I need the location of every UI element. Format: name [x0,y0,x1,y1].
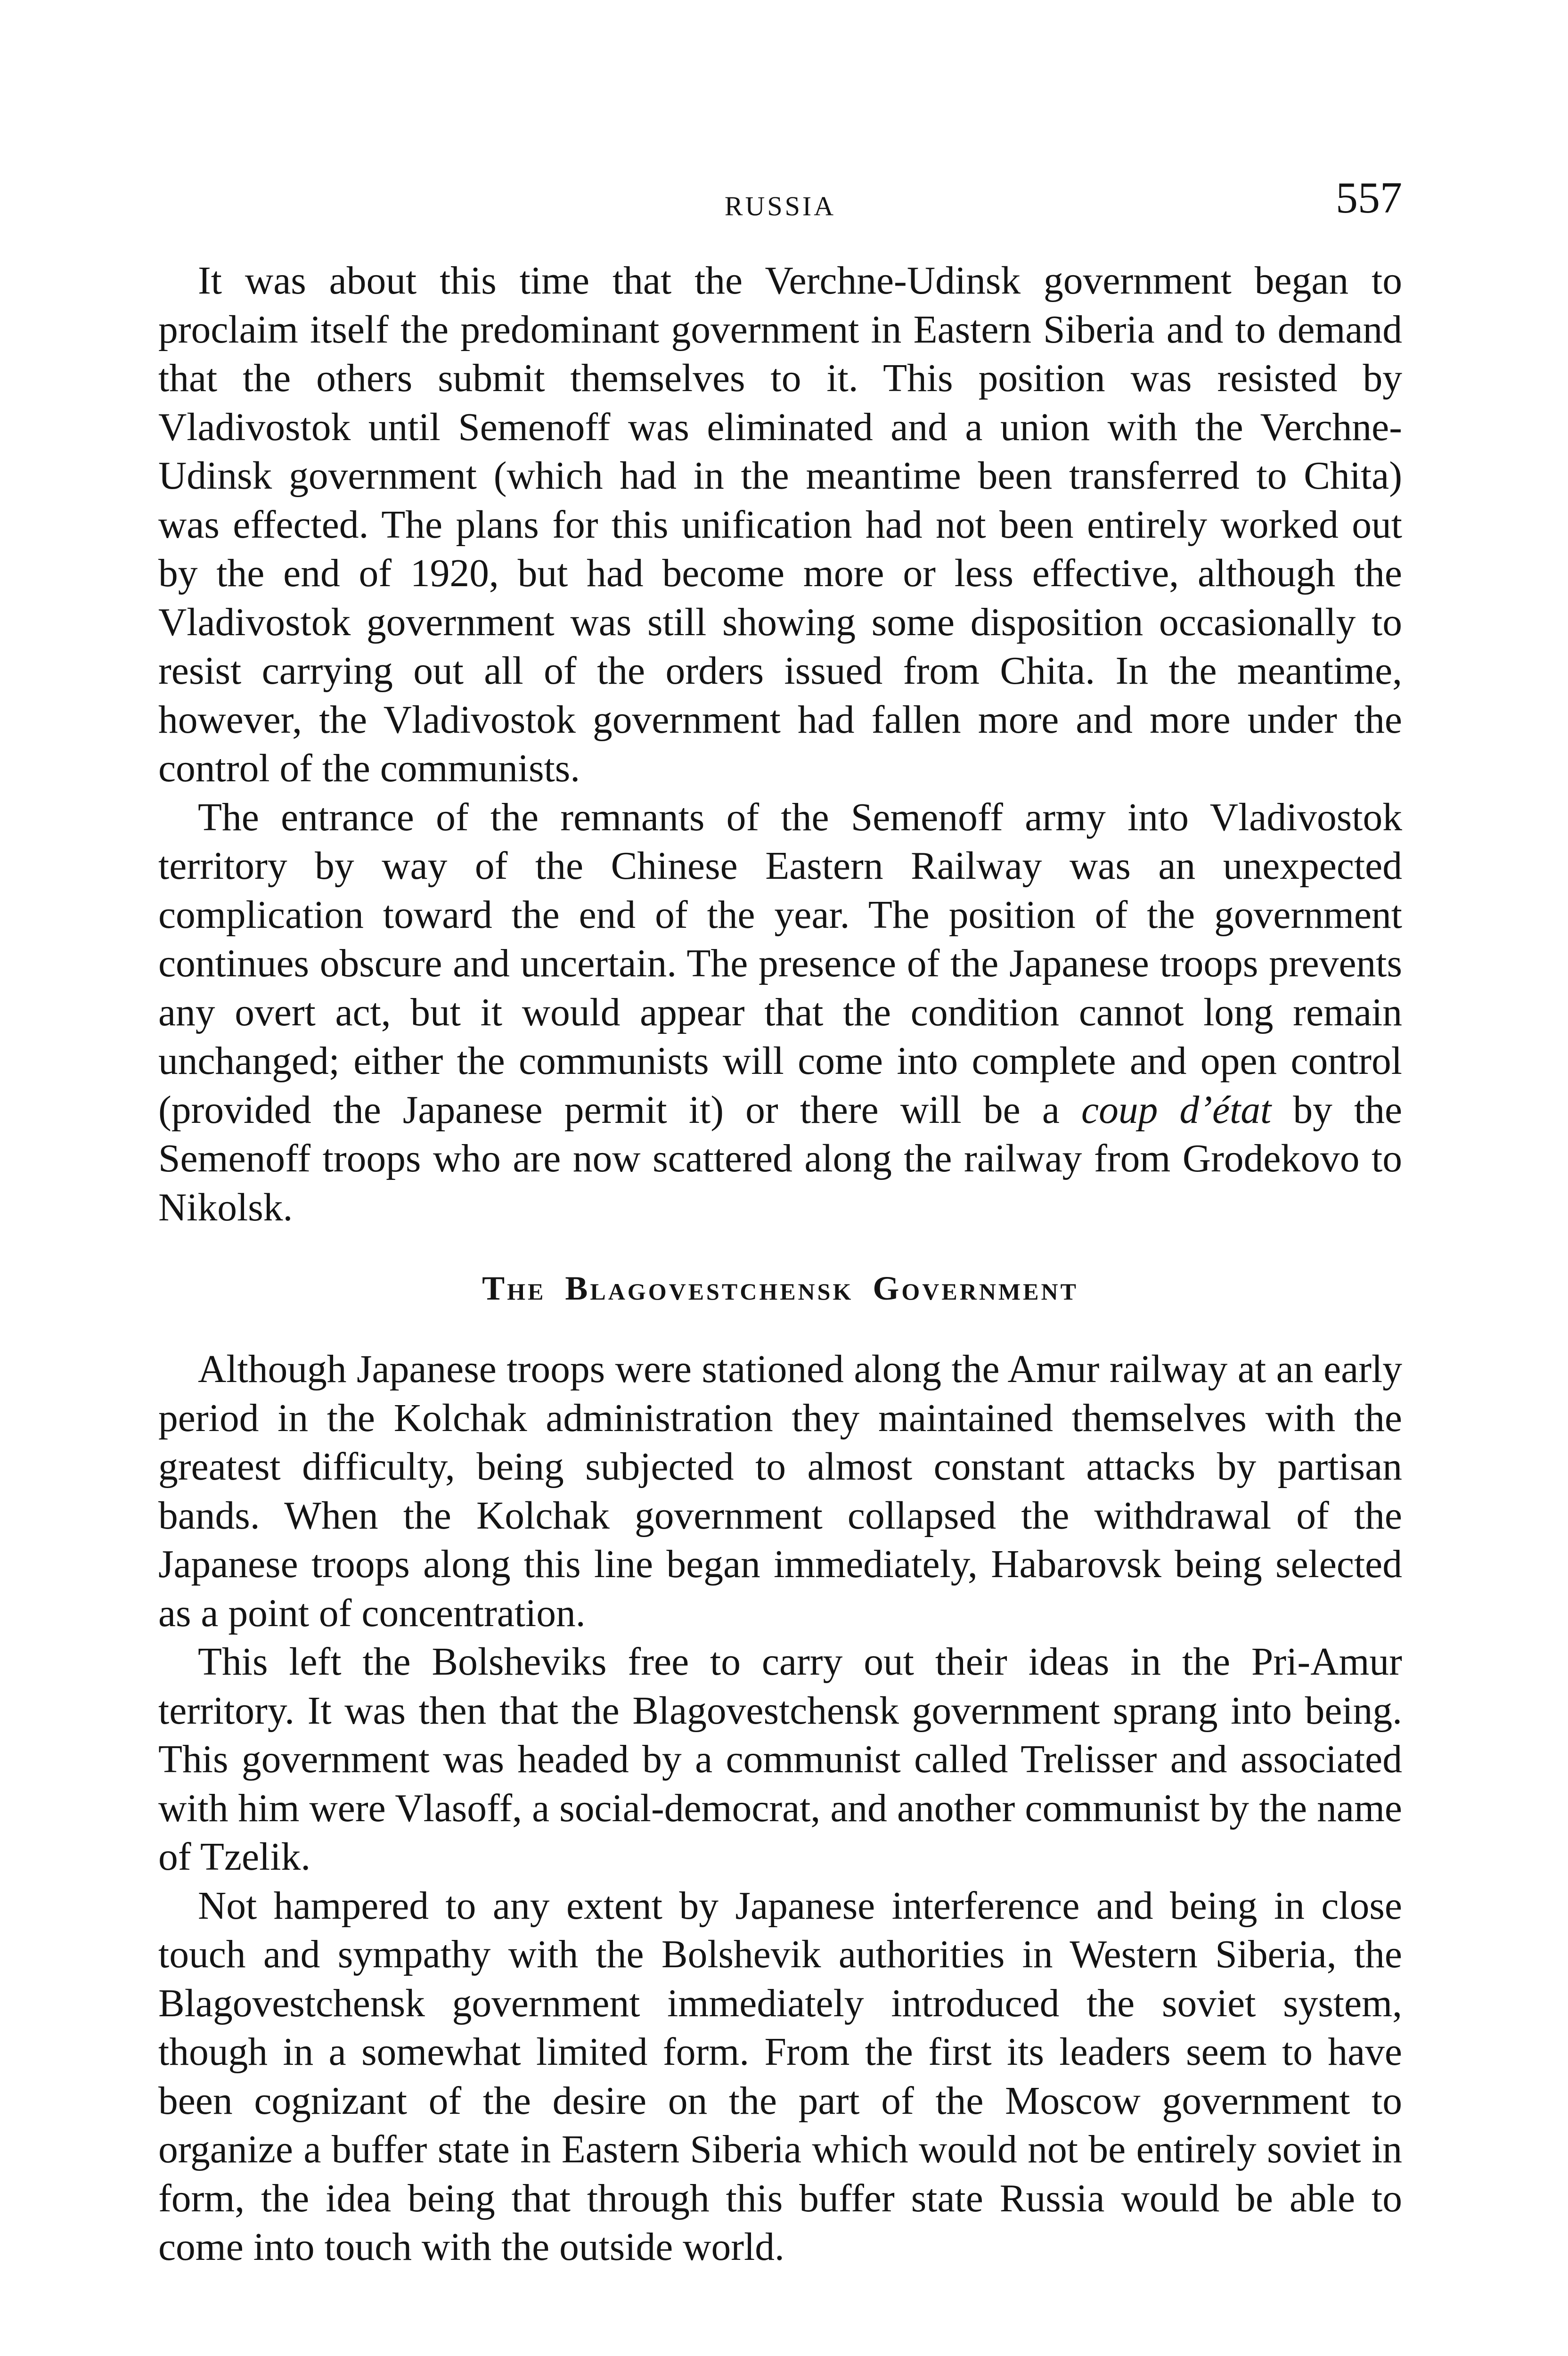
paragraph-verchne-udinsk: It was about this time that the Verchne-Udinsk government began to proclaim itself the predominant government in Eastern Siberia and to demand that the others submit themselves to it. This position was resisted by Vladivostok until Semenoff was eliminated and a union with the Verchne-Udinsk government (which had in the meantime been transferred to Chita) was effected. The plans for this unification had not been entirely worked out by the end of 1920, but had become more or less effective, although the Vladivostok government was still showing some disposition occasionally to resist carrying out all of the orders issued from Chita. In the meantime, however, the Vladivostok government had fallen more and more under the control of the communists. [158,259,1402,790]
paragraph-bolsheviks: This left the Bolsheviks free to carry out their ideas in the Pri-Amur territory. It was then that the Blagovestchensk government sprang into being. This government was headed by a communist called Trelisser and associated with him were Vlasoff, a social-democrat, and another communist by the name of Tzelik. [158,1640,1402,1879]
paragraph-buffer-state: Not hampered to any extent by Japanese interference and being in close touch and sympathy with the Bolshevik authorities in Western Siberia, the Blagovestchensk government immediately introduced the soviet system, though in a somewhat limited form. From the first its leaders seem to have been cognizant of the desire on the part of the Moscow government to organize a buffer state in Eastern Siberia which would not be entirely soviet in form, the idea being that through this buffer state Russia would be able to come into touch with the outside world. [158,1884,1402,2269]
page-number: 557 [1336,173,1402,222]
body-text [158,257,1402,2272]
section-heading: The Blagovestchensk Government [482,1269,1078,1307]
running-header [158,174,1402,226]
paragraph-amur-railway: Although Japanese troops were stationed along the Amur railway at an early period in the Kolchak administration they maintained themselves with the greatest difficulty, being subjected to almost constant attacks by partisan bands. When the Kolchak government collapsed the withdrawal of the Japanese troops along this line began immediately, Habarovsk being selected as a point of concentration. [158,1348,1402,1635]
paragraph-text-before-italic: The entrance of the remnants of the Semenoff army into Vladivostok territory by way of the Chinese Eastern Railway was an unexpected complication toward the end of the year. The position of the government continues obscure and uncertain. The presence of the Japanese troops prevents any overt act, but it would appear that the condition cannot long remain unchanged; either the communists will come into complete and open control (provided the Japanese permit it) or there will be a [158,795,1402,1132]
italic-phrase: coup d’état [1081,1088,1272,1132]
paragraph-semenoff-army [158,794,1402,1233]
running-title: RUSSIA [724,191,836,221]
paragraph-text-after-italic: by the Semenoff troops who are now scattered along the railway from Grodekovo to Nikolsk. [158,1088,1402,1229]
